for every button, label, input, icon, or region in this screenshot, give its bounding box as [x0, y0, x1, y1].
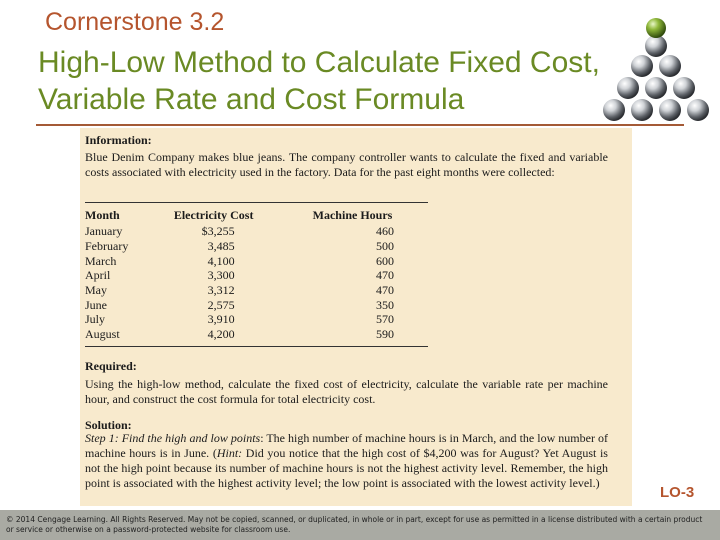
month-cell: February	[85, 239, 129, 254]
table-row	[85, 327, 428, 342]
textbook-excerpt-panel	[80, 128, 632, 506]
month-cell: August	[85, 327, 120, 342]
electricity-data-table	[85, 202, 428, 347]
machine-hours-cell: 350	[376, 297, 394, 312]
chrome-sphere	[659, 55, 681, 77]
chrome-sphere	[645, 35, 667, 57]
electricity-cost-cell: $3,255	[201, 224, 235, 239]
electricity-cost-cell: 3,312	[207, 283, 235, 298]
electricity-cost-cell: 4,200	[207, 327, 235, 342]
table-row	[85, 312, 428, 327]
solution-paragraph	[85, 431, 608, 491]
table-header-row	[85, 207, 428, 224]
month-cell: June	[85, 297, 107, 312]
chrome-sphere	[603, 99, 625, 121]
information-heading: Information:	[85, 133, 152, 147]
chrome-sphere	[645, 77, 667, 99]
slide-kicker: Cornerstone 3.2	[45, 8, 225, 36]
month-cell: January	[85, 224, 123, 239]
chrome-sphere	[631, 55, 653, 77]
required-heading: Required:	[85, 359, 137, 373]
information-paragraph: Blue Denim Company makes blue jeans. The company controller wants to calculate the fixed and variable costs associated with electricity used in the factory. Data for the past eight months were collected:	[85, 150, 608, 179]
chrome-sphere	[631, 99, 653, 121]
machine-hours-cell: 470	[376, 283, 394, 298]
month-cell: July	[85, 312, 106, 327]
header-machine-hours: Machine Hours	[312, 208, 393, 222]
copyright-footer	[0, 510, 720, 540]
electricity-cost-cell: 3,910	[207, 312, 235, 327]
learning-objective-badge: LO-3	[660, 484, 695, 501]
slide-title: High-Low Method to Calculate Fixed Cost, Variable Rate and Cost Formula	[38, 46, 600, 116]
machine-hours-cell: 470	[376, 268, 394, 283]
required-paragraph: Using the high-low method, calculate the fixed cost of electricity, calculate the variable rate per machine hour, and construct the cost formula for total electricity cost.	[85, 377, 608, 406]
machine-hours-cell: 570	[376, 312, 394, 327]
chrome-sphere	[687, 99, 709, 121]
table-row	[85, 224, 428, 239]
solution-step-label: Step 1: Find the high and low points	[85, 431, 261, 445]
chrome-sphere	[673, 77, 695, 99]
header-month: Month	[85, 208, 120, 222]
solution-text-part-a: : The high number of machine hours is in March, and the low number of machine hours is in June. (	[85, 431, 608, 460]
solution-text-part-b: Did you notice that the high cost of $4,200 was for August? Yet August is not the high point because its number of machine hours is not the highest activity level. Remember, the high point is associated with the highest activity level; the low point is associated with the lowest activity level.)	[85, 446, 608, 490]
month-cell: March	[85, 253, 117, 268]
table-row	[85, 297, 428, 312]
table-row	[85, 268, 428, 283]
chrome-sphere	[617, 77, 639, 99]
electricity-cost-cell: 2,575	[207, 297, 235, 312]
machine-hours-cell: 460	[376, 224, 394, 239]
solution-hint-label: Hint:	[216, 446, 243, 460]
table-row	[85, 283, 428, 298]
month-cell: May	[85, 283, 107, 298]
electricity-cost-cell: 3,300	[207, 268, 235, 283]
machine-hours-cell: 600	[376, 253, 394, 268]
title-divider	[36, 124, 684, 126]
header-electricity-cost: Electricity Cost	[173, 208, 254, 222]
month-cell: April	[85, 268, 111, 283]
sphere-pyramid-icon	[592, 8, 720, 126]
copyright-text: © 2014 Cengage Learning. All Rights Reserved. May not be copied, scanned, or duplicated, in whole or in part, except for use as permitted in a license distributed with a certain product or service or otherwise on a password-protected website for classroom use.	[6, 515, 703, 534]
table-row	[85, 253, 428, 268]
table-row	[85, 239, 428, 254]
chrome-sphere	[659, 99, 681, 121]
solution-heading: Solution:	[85, 418, 132, 432]
machine-hours-cell: 500	[376, 239, 394, 254]
electricity-cost-cell: 4,100	[207, 253, 235, 268]
electricity-cost-cell: 3,485	[207, 239, 235, 254]
machine-hours-cell: 590	[376, 327, 394, 342]
